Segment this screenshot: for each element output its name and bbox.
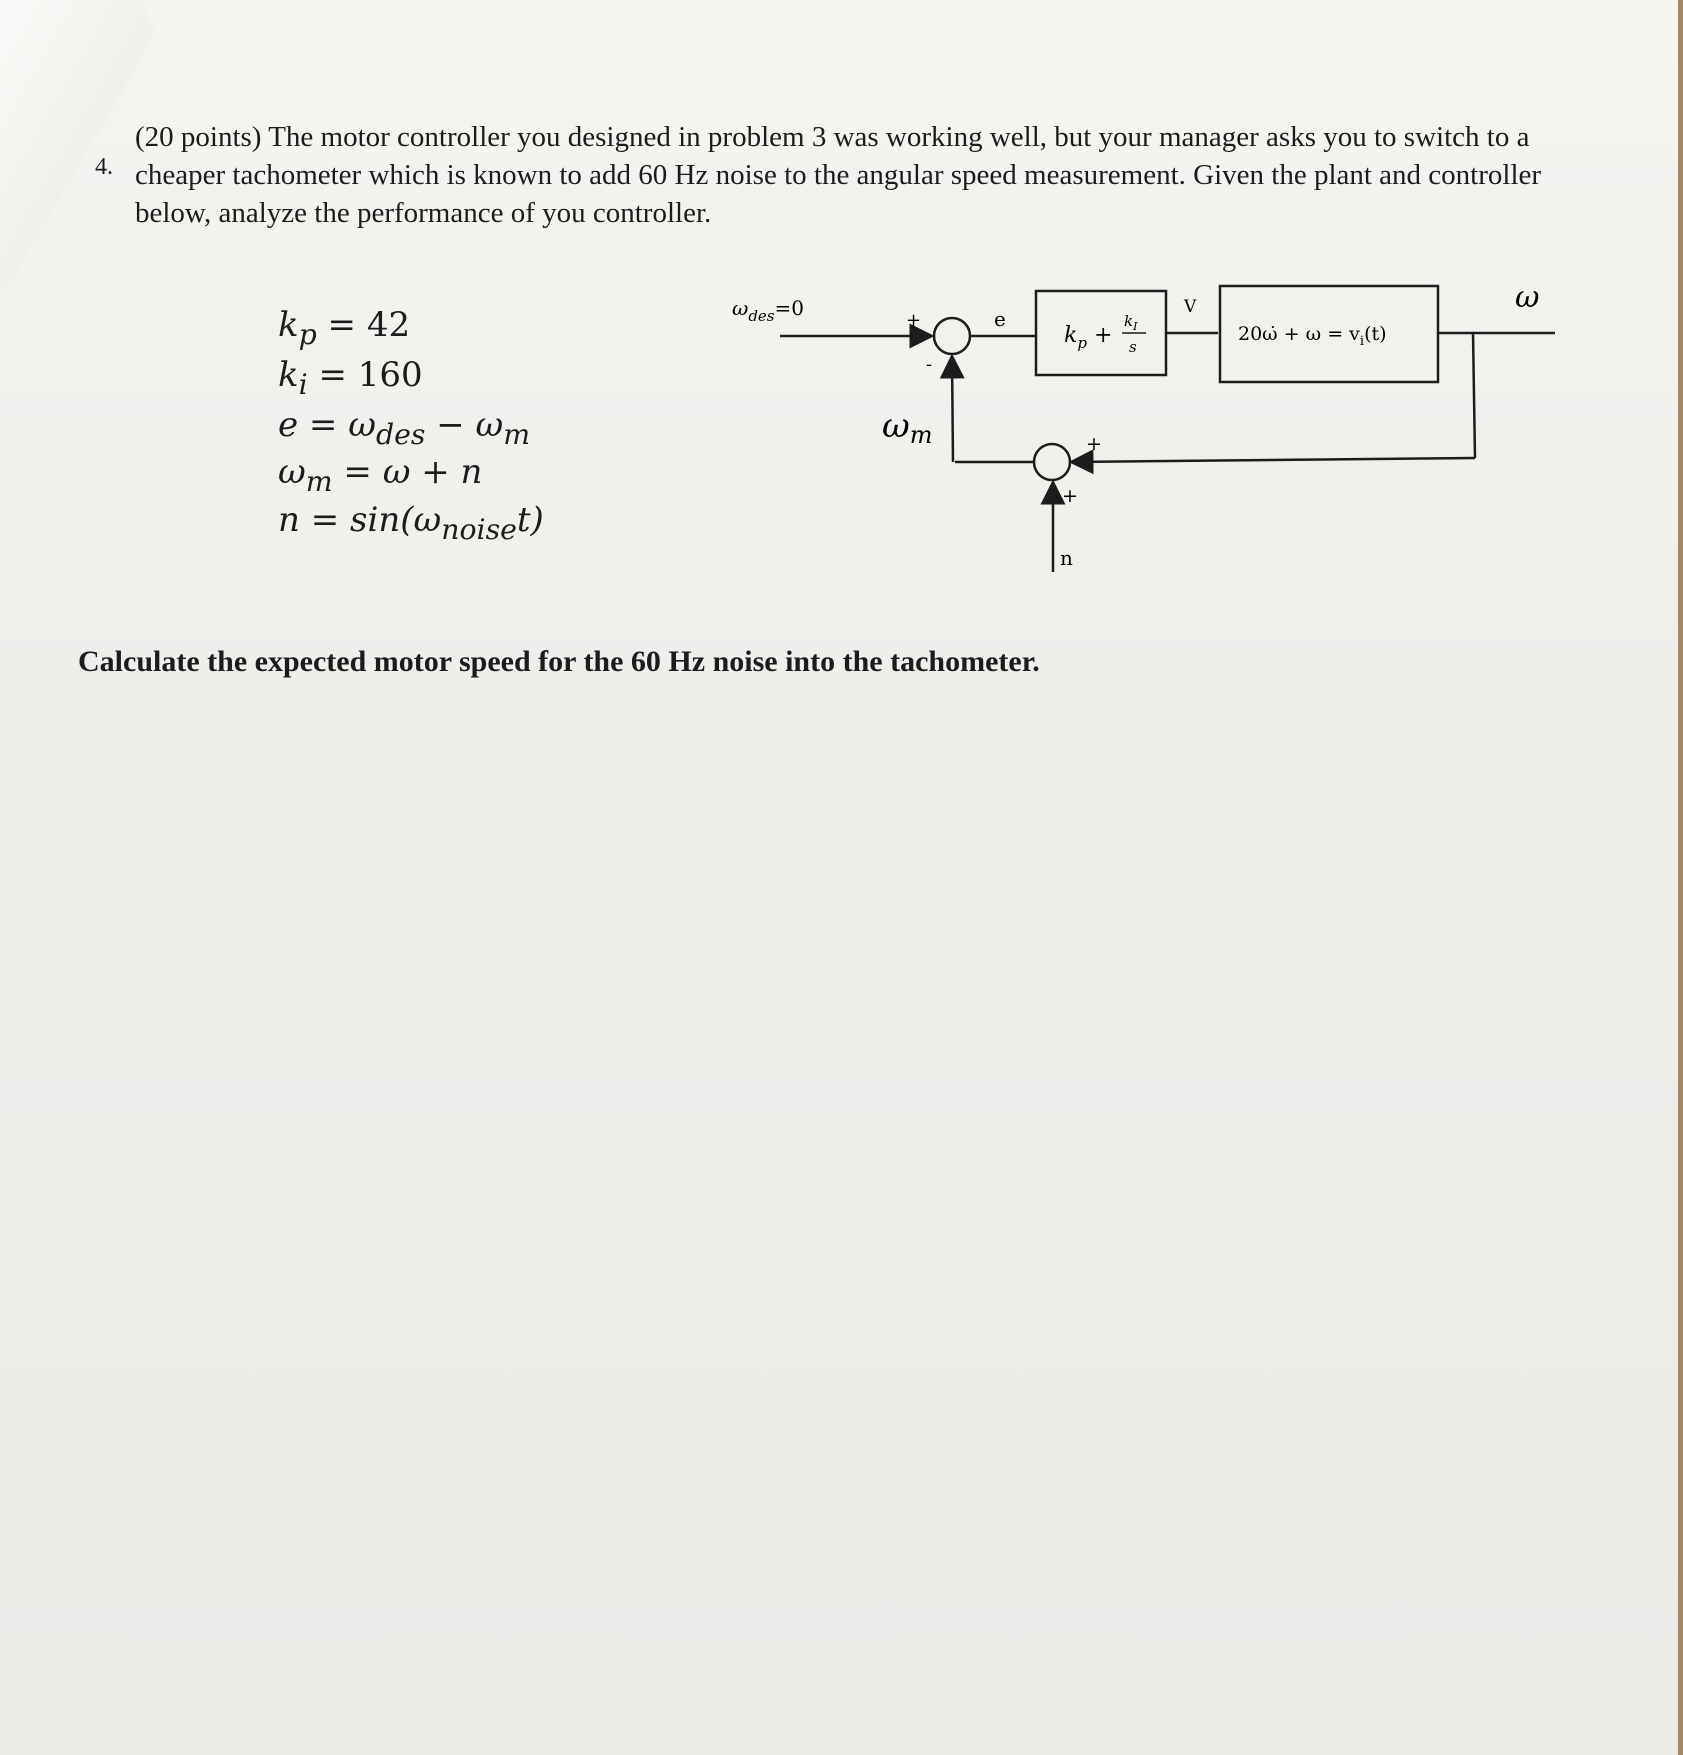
controller-label: $k_p$ + xyxy=(1064,323,1113,352)
plant-equation: 20ω̇ + $\omega = v_i(t)$ xyxy=(1238,323,1387,349)
sum2-plus-top: + xyxy=(1086,433,1102,455)
question-prompt: Calculate the expected motor speed for the 60 Hz noise into the tachometer. xyxy=(78,645,1040,678)
summing-junction-2 xyxy=(1034,444,1070,480)
equation-measured-speed: $\omega_m = \omega + n$ xyxy=(278,452,483,498)
summing-junction-1 xyxy=(934,318,970,354)
feedback-line-down xyxy=(1473,333,1475,458)
equation-kp: $k_p = 42$ xyxy=(278,305,411,351)
sum2-plus-bottom: + xyxy=(1062,485,1078,507)
feedback-label: ωm xyxy=(882,406,933,449)
equation-error: $e = \omega_{des} - \omega_m$ xyxy=(278,405,531,451)
output-label: ω xyxy=(1515,280,1540,315)
controller-numerator: $k_I$ xyxy=(1124,312,1138,333)
error-label: e xyxy=(994,307,1006,331)
sum1-minus: - xyxy=(926,354,933,375)
feedback-line-left xyxy=(1071,458,1475,462)
noise-label: n xyxy=(1060,546,1073,570)
block-diagram xyxy=(0,0,1683,620)
voltage-label: V xyxy=(1184,297,1197,317)
input-label: $\omega_{des}=0$ xyxy=(732,296,804,325)
sum1-plus: + xyxy=(906,310,922,331)
measured-line-up xyxy=(952,356,953,462)
equation-ki: $k_i = 160$ xyxy=(278,355,423,401)
problem-body: (20 points) The motor controller you designed in problem 3 was working well, but your manager asks you to switch to a cheaper tachometer which is known to add 60 Hz noise to the angular speed measurement. Given the plant and controller below, analyze the performance of you controller. xyxy=(135,121,1542,229)
equation-noise: $n = \sin(\omega_{noise}t)$ xyxy=(278,500,544,546)
controller-denominator: s xyxy=(1129,338,1137,356)
problem-number: 4. xyxy=(95,154,113,180)
